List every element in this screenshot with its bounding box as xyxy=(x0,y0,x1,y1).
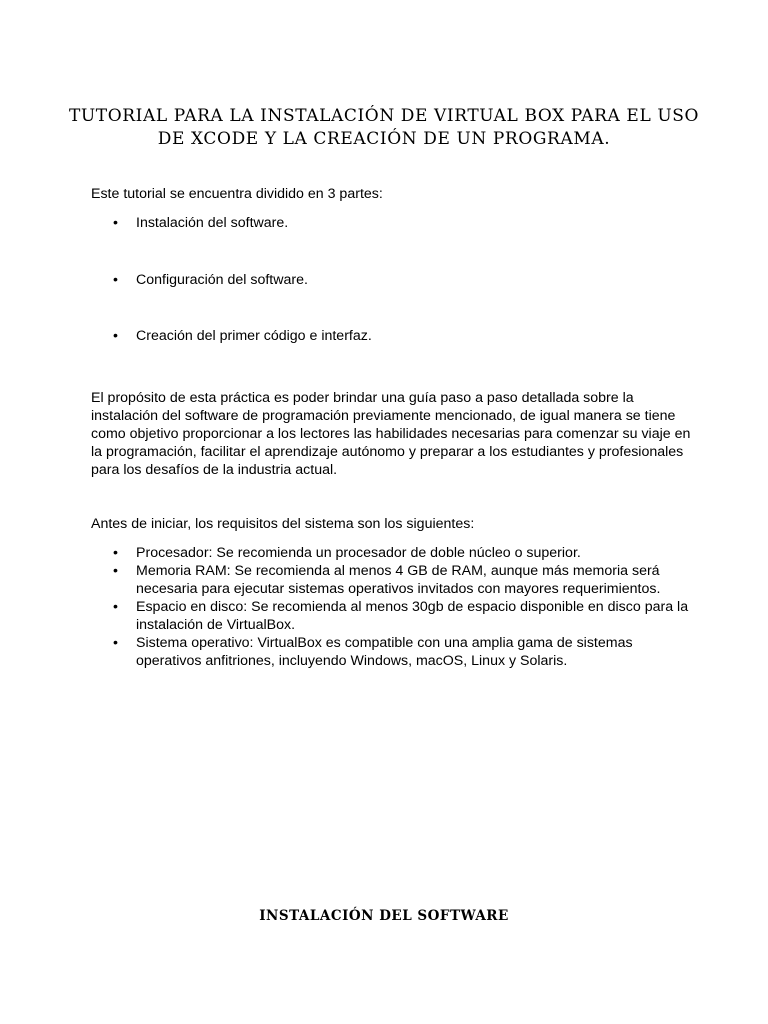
part-label: Creación del primer código e interfaz. xyxy=(136,328,372,344)
paragraph-line: para los desafíos de la industria actual. xyxy=(91,462,338,478)
paragraph-line: El propósito de esta práctica es poder brindar una guía paso a paso detallada sobre la xyxy=(91,390,634,406)
part-label: Instalación del software. xyxy=(136,215,289,231)
bullet-icon: • xyxy=(113,635,118,651)
bullet-icon: • xyxy=(113,272,118,288)
section-heading-installation: INSTALACIÓN DEL SOFTWARE xyxy=(259,908,509,924)
requirement-ram xyxy=(113,562,673,598)
document-title xyxy=(60,105,708,151)
paragraph-line: como objetivo proporcionar a los lectores las habilidades necesarias para comenzar su viaje en xyxy=(91,426,691,442)
intro-text: Este tutorial se encuentra dividido en 3 partes: xyxy=(91,186,383,202)
bullet-icon: • xyxy=(113,599,118,615)
bullet-icon: • xyxy=(113,563,118,579)
title-line-2: DE XCODE Y LA CREACIÓN DE UN PROGRAMA. xyxy=(157,129,611,150)
bullet-icon: • xyxy=(113,215,118,231)
requirement-line: operativos anfitriones, incluyendo Windows, macOS, Linux y Solaris. xyxy=(136,653,568,669)
paragraph-line: la programación, facilitar el aprendizaje autónomo y preparar a los estudiantes y profesionales xyxy=(91,444,684,460)
requirement-line: Espacio en disco: Se recomienda al menos 30gb de espacio disponible en disco para la xyxy=(136,599,689,615)
bullet-icon: • xyxy=(113,328,118,344)
part-label: Configuración del software. xyxy=(136,272,308,288)
purpose-paragraph xyxy=(91,389,691,479)
bullet-icon: • xyxy=(113,545,118,561)
requirement-line: Procesador: Se recomienda un procesador de doble núcleo o superior. xyxy=(136,545,581,561)
paragraph-line: instalación del software de programación previamente mencionado, de igual manera se tiene xyxy=(91,408,676,424)
requirement-disk xyxy=(113,598,689,634)
requirement-line: instalación de VirtualBox. xyxy=(136,617,296,633)
requirements-list xyxy=(113,544,689,670)
title-line-1: TUTORIAL PARA LA INSTALACIÓN DE VIRTUAL BOX PARA EL USO xyxy=(68,106,700,127)
requirement-line: necesaria para ejecutar sistemas operativos invitados con mayores requerimientos. xyxy=(136,581,661,597)
requirement-line: Memoria RAM: Se recomienda al menos 4 GB de RAM, aunque más memoria será xyxy=(136,563,660,579)
requirement-line: Sistema operativo: VirtualBox es compatible con una amplia gama de sistemas xyxy=(136,635,633,651)
requirement-os xyxy=(113,634,673,670)
requirements-intro: Antes de iniciar, los requisitos del sistema son los siguientes: xyxy=(91,516,475,532)
requirement-processor xyxy=(113,544,673,562)
